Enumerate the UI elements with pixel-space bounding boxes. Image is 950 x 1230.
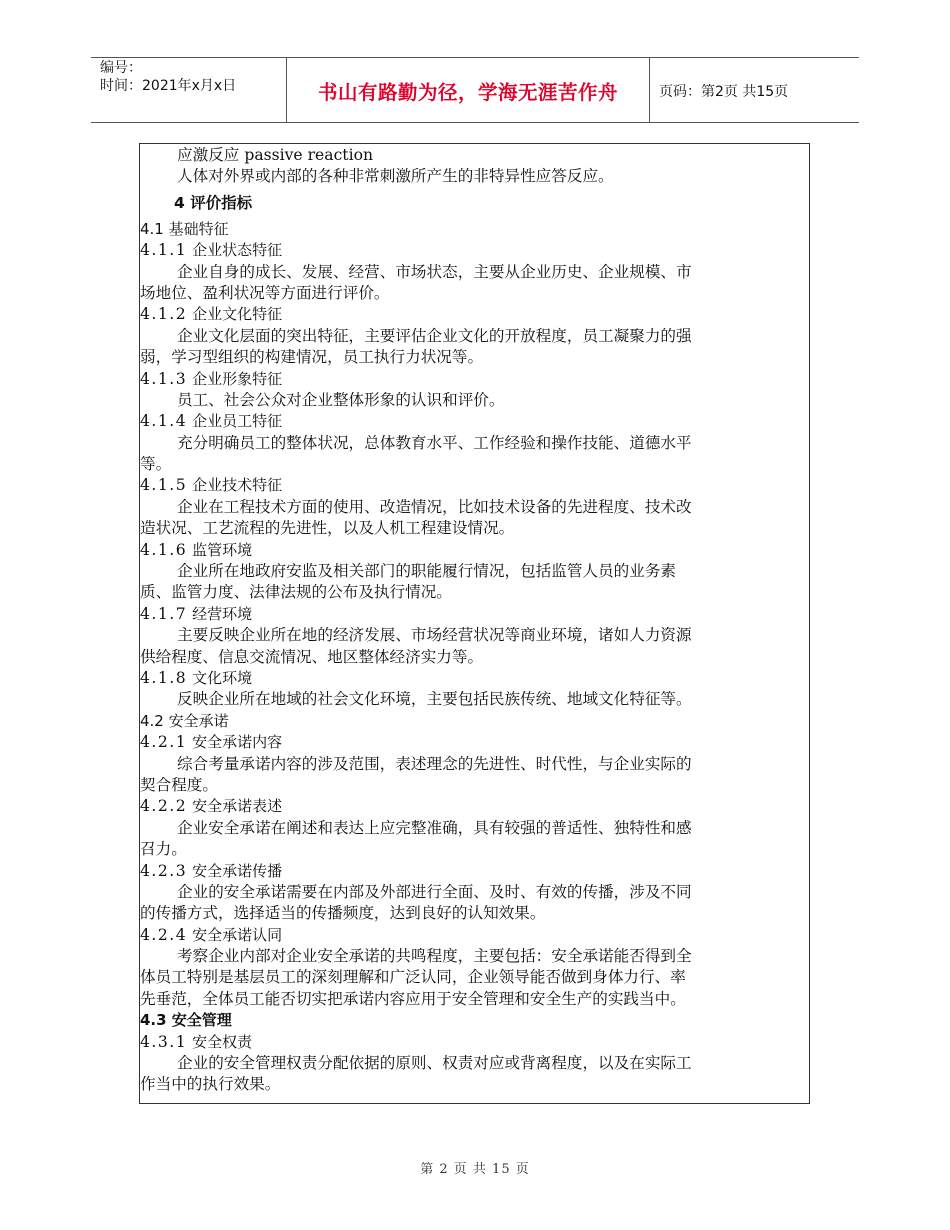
header-motto: 书山有路勤为径，学海无涯苦作舟 — [317, 81, 618, 104]
subsection-number: 4.1.5 — [140, 476, 188, 495]
subsection-number: 4.1.7 — [140, 604, 188, 623]
chapter-heading: 4 评价指标 — [174, 193, 253, 212]
paragraph-line: 质、监管力度、法律法规的公布及执行情况。 — [140, 583, 452, 602]
paragraph-line: 企业的安全承诺需要在内部及外部进行全面、及时、有效的传播，涉及不同 — [177, 882, 692, 901]
paragraph-line: 等。 — [140, 455, 172, 474]
paragraph-line: 综合考量承诺内容的涉及范围，表述理念的先进性、时代性，与企业实际的 — [177, 754, 692, 773]
section-heading: 4.2 安全承诺 — [140, 711, 229, 730]
document-body — [140, 145, 800, 1096]
subsection-heading — [140, 475, 800, 496]
subsection-number: 4.1.8 — [140, 668, 188, 687]
paragraph-line: 召力。 — [140, 840, 187, 859]
paragraph-line: 的传播方式，选择适当的传播频度，达到良好的认知效果。 — [140, 904, 546, 923]
subsection-number: 4.1.4 — [140, 412, 188, 431]
subsection-label: 安全承诺内容 — [192, 733, 283, 752]
paragraph-line: 企业文化层面的突出特征，主要评估企业文化的开放程度，员工凝聚力的强 — [177, 326, 692, 345]
header-bottom-rule — [91, 122, 859, 123]
subsection-number: 4.2.4 — [140, 925, 188, 944]
subsection-label: 企业形象特征 — [192, 369, 283, 388]
paragraph-line: 企业的安全管理权责分配依据的原则、权责对应或背离程度，以及在实际工 — [177, 1054, 692, 1073]
subsection-label: 安全承诺认同 — [192, 925, 283, 944]
page-footer: 第 2 页 共 15 页 — [420, 1162, 530, 1177]
subsection-number: 4.1.6 — [140, 540, 188, 559]
paragraph-line: 供给程度、信息交流情况、地区整体经济实力等。 — [140, 647, 484, 666]
header-page-info: 页码：第2页 共15页 — [659, 84, 789, 100]
paragraph-line: 考察企业内部对企业安全承诺的共鸣程度，主要包括：安全承诺能否得到全 — [177, 947, 692, 966]
paragraph-line: 先垂范，全体员工能否切实把承诺内容应用于安全管理和安全生产的实践当中。 — [140, 989, 686, 1008]
subsection-number: 4.3.1 — [140, 1032, 188, 1051]
subsection-label: 企业员工特征 — [192, 412, 283, 431]
header-divider-right — [649, 57, 650, 122]
header-meta — [100, 59, 236, 95]
subsection-heading — [140, 304, 800, 325]
paragraph-line: 充分明确员工的整体状况，总体教育水平、工作经验和操作技能、道德水平 — [177, 433, 692, 452]
subsection-heading — [140, 796, 800, 817]
subsection-heading — [140, 540, 800, 561]
section-heading: 4.1 基础特征 — [140, 219, 229, 238]
subsection-number: 4.2.3 — [140, 861, 188, 880]
paragraph-line: 弱，学习型组织的构建情况，员工执行力状况等。 — [140, 348, 484, 367]
paragraph-line: 企业在工程技术方面的使用、改造情况，比如技术设备的先进程度、技术改 — [177, 497, 692, 516]
paragraph-line: 企业安全承诺在阐述和表达上应完整准确，具有较强的普适性、独特性和感 — [177, 818, 692, 837]
subsection-heading — [140, 732, 800, 753]
subsection-label: 安全承诺传播 — [192, 861, 283, 880]
subsection-heading — [140, 411, 800, 432]
paragraph-line: 应激反应 passive reaction — [177, 146, 373, 164]
subsection-label: 经营环境 — [192, 604, 253, 623]
subsection-label: 监管环境 — [192, 540, 253, 559]
paragraph-line: 契合程度。 — [140, 775, 218, 794]
paragraph-line: 场地位、盈利状况等方面进行评价。 — [140, 283, 390, 302]
subsection-heading — [140, 240, 800, 261]
paragraph-line: 企业自身的成长、发展、经营、市场状态，主要从企业历史、企业规模、市 — [177, 262, 692, 281]
subsection-number: 4.1.3 — [140, 369, 188, 388]
paragraph-line: 员工、社会公众对企业整体形象的认识和评价。 — [177, 390, 505, 409]
paragraph-line: 作当中的执行效果。 — [140, 1075, 281, 1094]
paragraph-line: 企业所在地政府安监及相关部门的职能履行情况，包括监管人员的业务素 — [177, 562, 677, 581]
paragraph-line: 主要反映企业所在地的经济发展、市场经营状况等商业环境，诸如人力资源 — [177, 626, 692, 645]
header-top-rule — [91, 57, 859, 58]
subsection-heading — [140, 668, 800, 689]
subsection-number: 4.1.1 — [140, 241, 188, 260]
subsection-number: 4.1.2 — [140, 305, 188, 324]
subsection-label: 企业状态特征 — [192, 241, 283, 260]
subsection-heading — [140, 1032, 800, 1053]
paragraph-line: 人体对外界或内部的各种非常刺激所产生的非特异性应答反应。 — [177, 167, 614, 186]
subsection-heading — [140, 604, 800, 625]
paragraph-line: 反映企业所在地域的社会文化环境，主要包括民族传统、地域文化特征等。 — [177, 690, 692, 709]
subsection-label: 安全权责 — [192, 1032, 253, 1051]
subsection-label: 安全承诺表述 — [192, 797, 283, 816]
subsection-label: 文化环境 — [192, 668, 253, 687]
subsection-number: 4.2.2 — [140, 797, 188, 816]
subsection-label: 企业技术特征 — [192, 476, 283, 495]
subsection-heading — [140, 861, 800, 882]
subsection-heading — [140, 369, 800, 390]
paragraph-line: 体员工特别是基层员工的深刻理解和广泛认同，企业领导能否做到身体力行、率 — [140, 968, 686, 987]
subsection-label: 企业文化特征 — [192, 305, 283, 324]
document-number-label: 编号： — [100, 60, 142, 76]
subsection-number: 4.2.1 — [140, 733, 188, 752]
section-heading: 4.3 安全管理 — [140, 1011, 232, 1030]
paragraph-line: 造状况、工艺流程的先进性，以及人机工程建设情况。 — [140, 519, 515, 538]
subsection-heading — [140, 925, 800, 946]
document-time: 时间：2021年x月x日 — [100, 78, 237, 94]
